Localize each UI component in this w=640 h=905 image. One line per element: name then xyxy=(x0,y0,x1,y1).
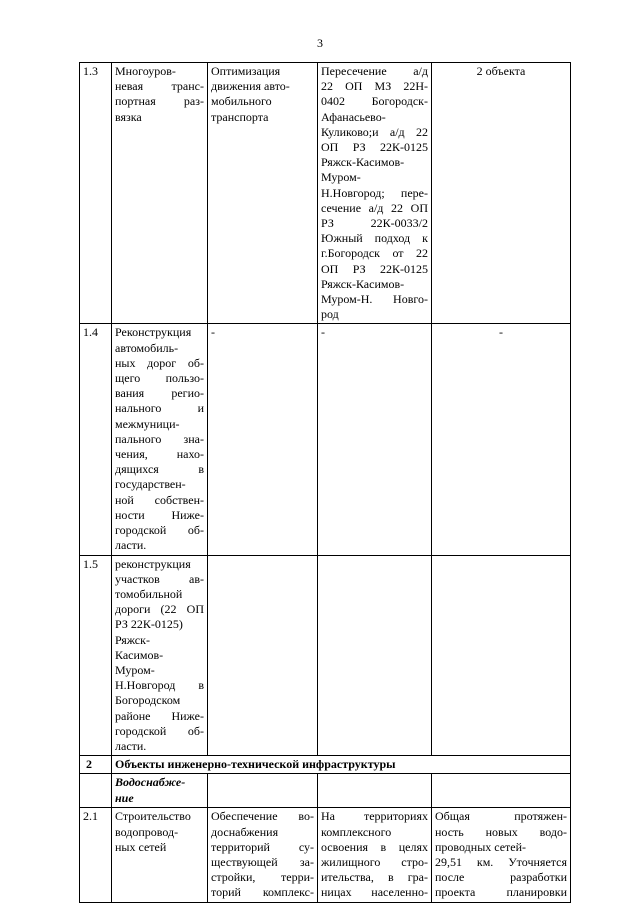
text-line: городской об- xyxy=(115,523,204,538)
text-line: движения авто- xyxy=(211,79,290,94)
text-line: Н.Новгород; пере- xyxy=(321,185,428,200)
text-line: автомобиль- xyxy=(115,340,179,355)
infrastructure-table xyxy=(79,62,571,903)
empty-cell xyxy=(318,774,432,808)
table-row-2-1 xyxy=(80,808,571,902)
text-line: пального зна- xyxy=(115,431,204,446)
table-row-1-4 xyxy=(80,324,571,555)
text-line: ных сетей xyxy=(115,839,167,854)
text-line: государствен- xyxy=(115,477,186,492)
row-number: 1.5 xyxy=(80,555,112,756)
text-line: На территориях xyxy=(321,809,428,824)
text-line: 29,51 км. Уточняется xyxy=(435,854,567,869)
text-line: Ряжск-Касимов- xyxy=(321,155,405,170)
purpose-cell: - xyxy=(208,324,318,555)
text-line: сечение а/д 22 ОП xyxy=(321,200,428,215)
text-line: ласти. xyxy=(115,738,147,753)
text-line: ОП РЗ 22К-0125 xyxy=(321,261,428,276)
text-line: Ряжск-Касимов- xyxy=(321,276,405,291)
table-row-1-3 xyxy=(80,63,571,324)
text-line: Муром- xyxy=(321,170,361,185)
text-line: районе Ниже- xyxy=(115,708,204,723)
purpose-cell xyxy=(208,555,318,756)
text-line: Водоснабже- xyxy=(115,775,186,790)
text-line: Реконструкция xyxy=(115,325,192,340)
text-line: томобильной xyxy=(115,586,183,601)
row-number: 1.4 xyxy=(80,324,112,555)
object-name-cell xyxy=(112,63,208,324)
text-line: Пересечение а/д xyxy=(321,64,428,78)
text-line: щего пользо- xyxy=(115,371,204,386)
section-number: 2 xyxy=(80,756,112,774)
text-line: чения, нахо- xyxy=(115,447,204,462)
text-line: дороги (22 ОП xyxy=(115,602,204,617)
subsection-title xyxy=(112,774,208,808)
text-line: г.Богородск от 22 xyxy=(321,246,428,261)
text-line: нального и xyxy=(115,401,204,416)
empty-cell xyxy=(432,774,571,808)
location-cell: - xyxy=(318,324,432,555)
text-line: освоения в целях xyxy=(321,839,428,854)
text-line: Строительство xyxy=(115,809,191,824)
row-number: 2.1 xyxy=(80,808,112,902)
text-line: Многоуров- xyxy=(115,64,176,78)
text-line: ной собствен- xyxy=(115,492,204,507)
text-line: проводных сетей- xyxy=(435,839,527,854)
text-line: РЗ 22К-0125) xyxy=(115,617,183,632)
text-line: Обеспечение во- xyxy=(211,809,314,824)
characteristics-cell xyxy=(432,555,571,756)
section-row-2 xyxy=(80,756,571,774)
text-line: невая транс- xyxy=(115,79,204,94)
location-cell xyxy=(318,555,432,756)
text-line: мобильного xyxy=(211,94,272,109)
object-name-cell xyxy=(112,324,208,555)
text-line: ных дорог об- xyxy=(115,355,204,370)
text-line: участков ав- xyxy=(115,571,204,586)
text-line: вания регио- xyxy=(115,386,204,401)
text-line: ласти. xyxy=(115,538,147,553)
text-line: городской об- xyxy=(115,723,204,738)
text-line: реконструкция xyxy=(115,556,191,571)
characteristics-cell xyxy=(432,808,571,902)
text-line: ницах населенно- xyxy=(321,885,428,900)
characteristics-cell: 2 объекта xyxy=(432,63,571,324)
text-line: Н.Новгород в xyxy=(115,678,204,693)
text-line: ОП РЗ 22К-0125 xyxy=(321,140,428,155)
text-line: портная раз- xyxy=(115,94,204,109)
text-line: Муром- xyxy=(115,662,155,677)
text-line: 0402 Богородск- xyxy=(321,94,428,109)
text-line: ние xyxy=(115,790,134,805)
text-line: вязка xyxy=(115,109,142,124)
location-cell xyxy=(318,808,432,902)
purpose-cell xyxy=(208,808,318,902)
text-line: Южный подход к xyxy=(321,231,428,246)
table-row-1-5 xyxy=(80,555,571,756)
page-number: 3 xyxy=(317,36,323,50)
text-line: после разработки xyxy=(435,870,567,885)
text-line: стройки, терри- xyxy=(211,870,314,885)
text-line: ительства, в гра- xyxy=(321,870,428,885)
row-number: 1.3 xyxy=(80,63,112,324)
empty-cell xyxy=(208,774,318,808)
text-line: 22 ОП МЗ 22Н- xyxy=(321,79,428,94)
text-line: торий комплекс- xyxy=(211,885,314,900)
text-line: жилищного стро- xyxy=(321,854,428,869)
text-line: дящихся в xyxy=(115,462,204,477)
text-line: РЗ 22К-0033/2 xyxy=(321,216,428,231)
text-line: ществующей за- xyxy=(211,854,314,869)
empty-cell xyxy=(80,774,112,808)
text-line: Ряжск- xyxy=(115,632,150,647)
text-line: Куликово;и а/д 22 xyxy=(321,124,428,139)
text-line: доснабжения xyxy=(211,824,279,839)
text-line: Оптимизация xyxy=(211,64,281,78)
object-name-cell xyxy=(112,808,208,902)
text-line: Касимов- xyxy=(115,647,164,662)
text-line: Богородском xyxy=(115,693,181,708)
text-line: Муром-Н. Новго- xyxy=(321,292,428,307)
location-cell xyxy=(318,63,432,324)
object-name-cell xyxy=(112,555,208,756)
text-line: межмуници- xyxy=(115,416,180,431)
text-line: территорий су- xyxy=(211,839,314,854)
text-line: проекта планировки xyxy=(435,885,567,900)
purpose-cell xyxy=(208,63,318,324)
characteristics-cell: - xyxy=(432,324,571,555)
text-line: род xyxy=(321,307,339,322)
text-line: ность новых водо- xyxy=(435,824,567,839)
section-title: Объекты инженерно-технической инфраструктуры xyxy=(112,756,571,774)
text-line: Афанасьево- xyxy=(321,109,386,124)
text-line: комплексного xyxy=(321,824,392,839)
text-line: водопровод- xyxy=(115,824,179,839)
text-line: транспорта xyxy=(211,109,269,124)
text-line: Общая протяжен- xyxy=(435,809,567,824)
text-line: ности Ниже- xyxy=(115,507,204,522)
subsection-row xyxy=(80,774,571,808)
